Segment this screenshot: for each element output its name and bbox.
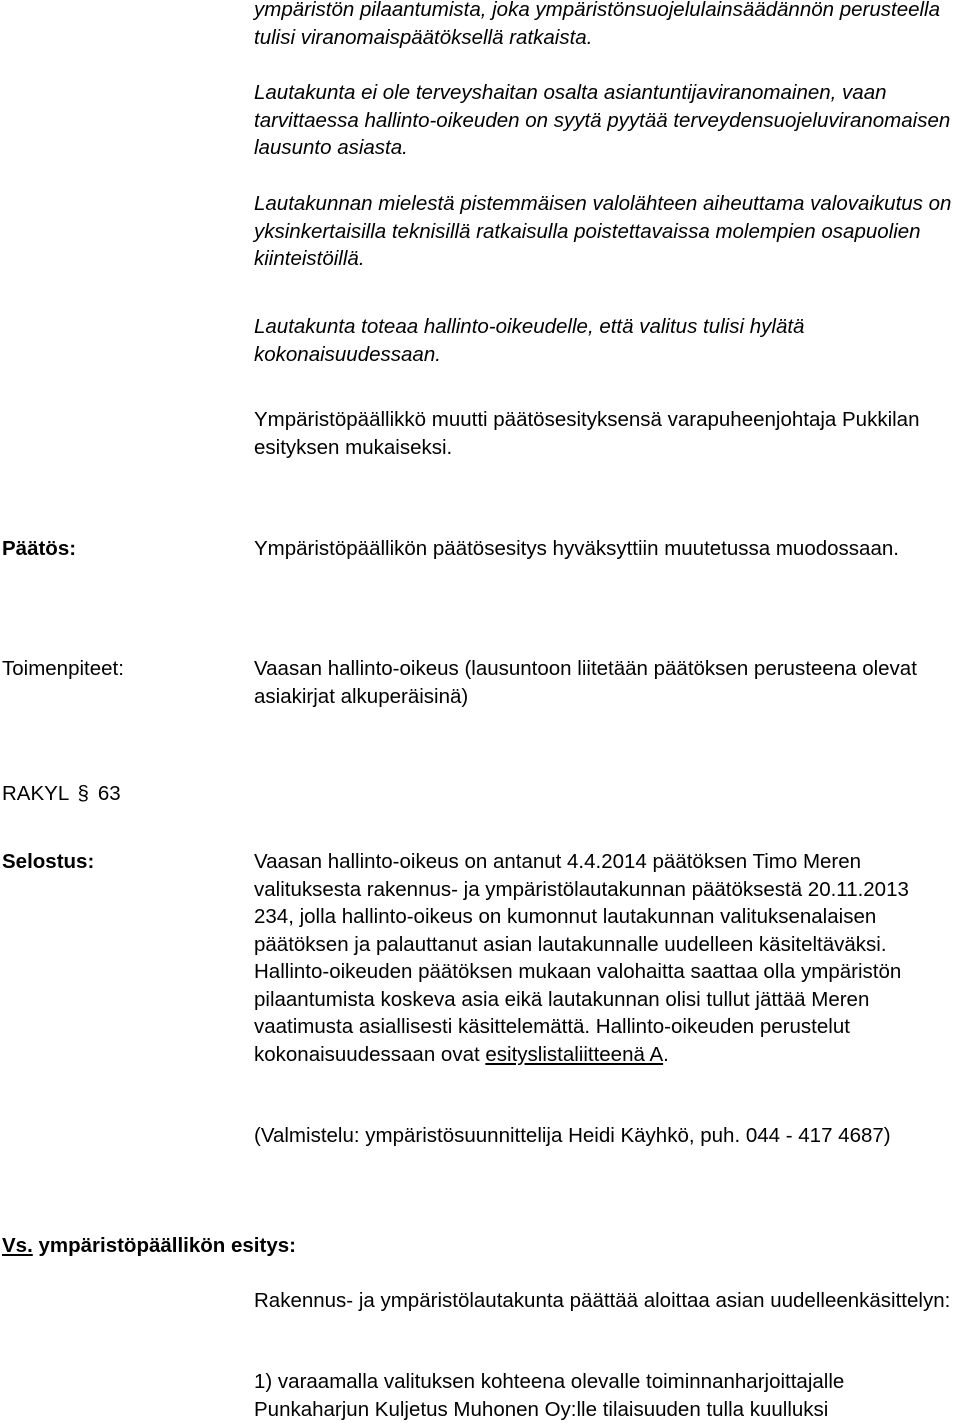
intro-paragraph-3: Lautakunnan mielestä pistemmäisen valolähteen aiheuttama valovaikutus on yksinkertaisilla teknisillä ratkaisulla poistettavaissa molempien osapuolien kiinteistöillä. [254, 192, 952, 270]
preparer-info: (Valmistelu: ympäristösuunnittelija Heidi Käyhkö, puh. 044 - 417 4687) [254, 1124, 891, 1147]
description-text [254, 848, 954, 1068]
proposal-label-prefix: Vs. [2, 1234, 33, 1257]
section-symbol: § [77, 782, 89, 805]
section-number: 63 [97, 782, 121, 805]
decision-text: Ympäristöpäällikön päätösesitys hyväksyttiin muutetussa muodossaan. [254, 537, 899, 560]
section-heading [2, 780, 121, 808]
proposal-label [2, 1232, 296, 1260]
actions-label: Toimenpiteet: [2, 657, 124, 680]
intro-paragraph-4: Lautakunta toteaa hallinto-oikeudelle, että valitus tulisi hylätä kokonaisuudessaan. [254, 315, 805, 366]
proposal-paragraph-2: 1) varaamalla valituksen kohteena olevalle toiminnanharjoittajalle Punkaharjun Kuljetus Muhonen Oy:lle tilaisuuden tulla kuulluksi [254, 1370, 845, 1421]
proposal-paragraph-1: Rakennus- ja ympäristölautakunta päättää aloittaa asian uudelleenkäsittelyn: [254, 1289, 951, 1312]
section-code: RAKYL [2, 782, 69, 805]
description-end: . [663, 1042, 669, 1066]
proposal-label-rest: ympäristöpäällikön esitys: [32, 1234, 296, 1257]
attachment-link[interactable]: esityslistaliitteenä A [485, 1042, 664, 1066]
description-body: Vaasan hallinto-oikeus on antanut 4.4.2014 päätöksen Timo Meren valituksesta rakennus- ja ympäristölautakunnan päätöksestä 20.11.2013 234, jolla hallinto-oikeus on kumonnut lautakunnan valituksenalaisen päätöksen ja palauttanut asian lautakunnalle uudelleen käsiteltäväksi. Hallinto-oikeuden päätöksen mukaan valohaitta saattaa olla ympäristön pilaantumista koskeva asia eikä lautakunnan olisi tullut jättää Meren vaatimusta asiallisesti käsittelemättä. Hallinto-oikeuden perustelut kokonaisuudessaan ovat [254, 850, 909, 1066]
decision-label: Päätös: [2, 537, 77, 560]
change-note: Ympäristöpäällikkö muutti päätösesityksensä varapuheenjohtaja Pukkilan esityksen mukaiseksi. [254, 408, 920, 459]
actions-text: Vaasan hallinto-oikeus (lausuntoon liitetään päätöksen perusteena olevat asiakirjat alkuperäisinä) [254, 657, 917, 708]
intro-paragraph-2: Lautakunta ei ole terveyshaitan osalta asiantuntijaviranomainen, vaan tarvittaessa hallinto-oikeuden on syytä pyytää terveydensuojeluviranomaisen lausunto asiasta. [254, 81, 951, 159]
intro-paragraph-1: ympäristön pilaantumista, joka ympäristönsuojelulainsäädännön perusteella tulisi viranomaispäätöksellä ratkaista. [254, 0, 941, 49]
description-label: Selostus: [2, 850, 95, 873]
